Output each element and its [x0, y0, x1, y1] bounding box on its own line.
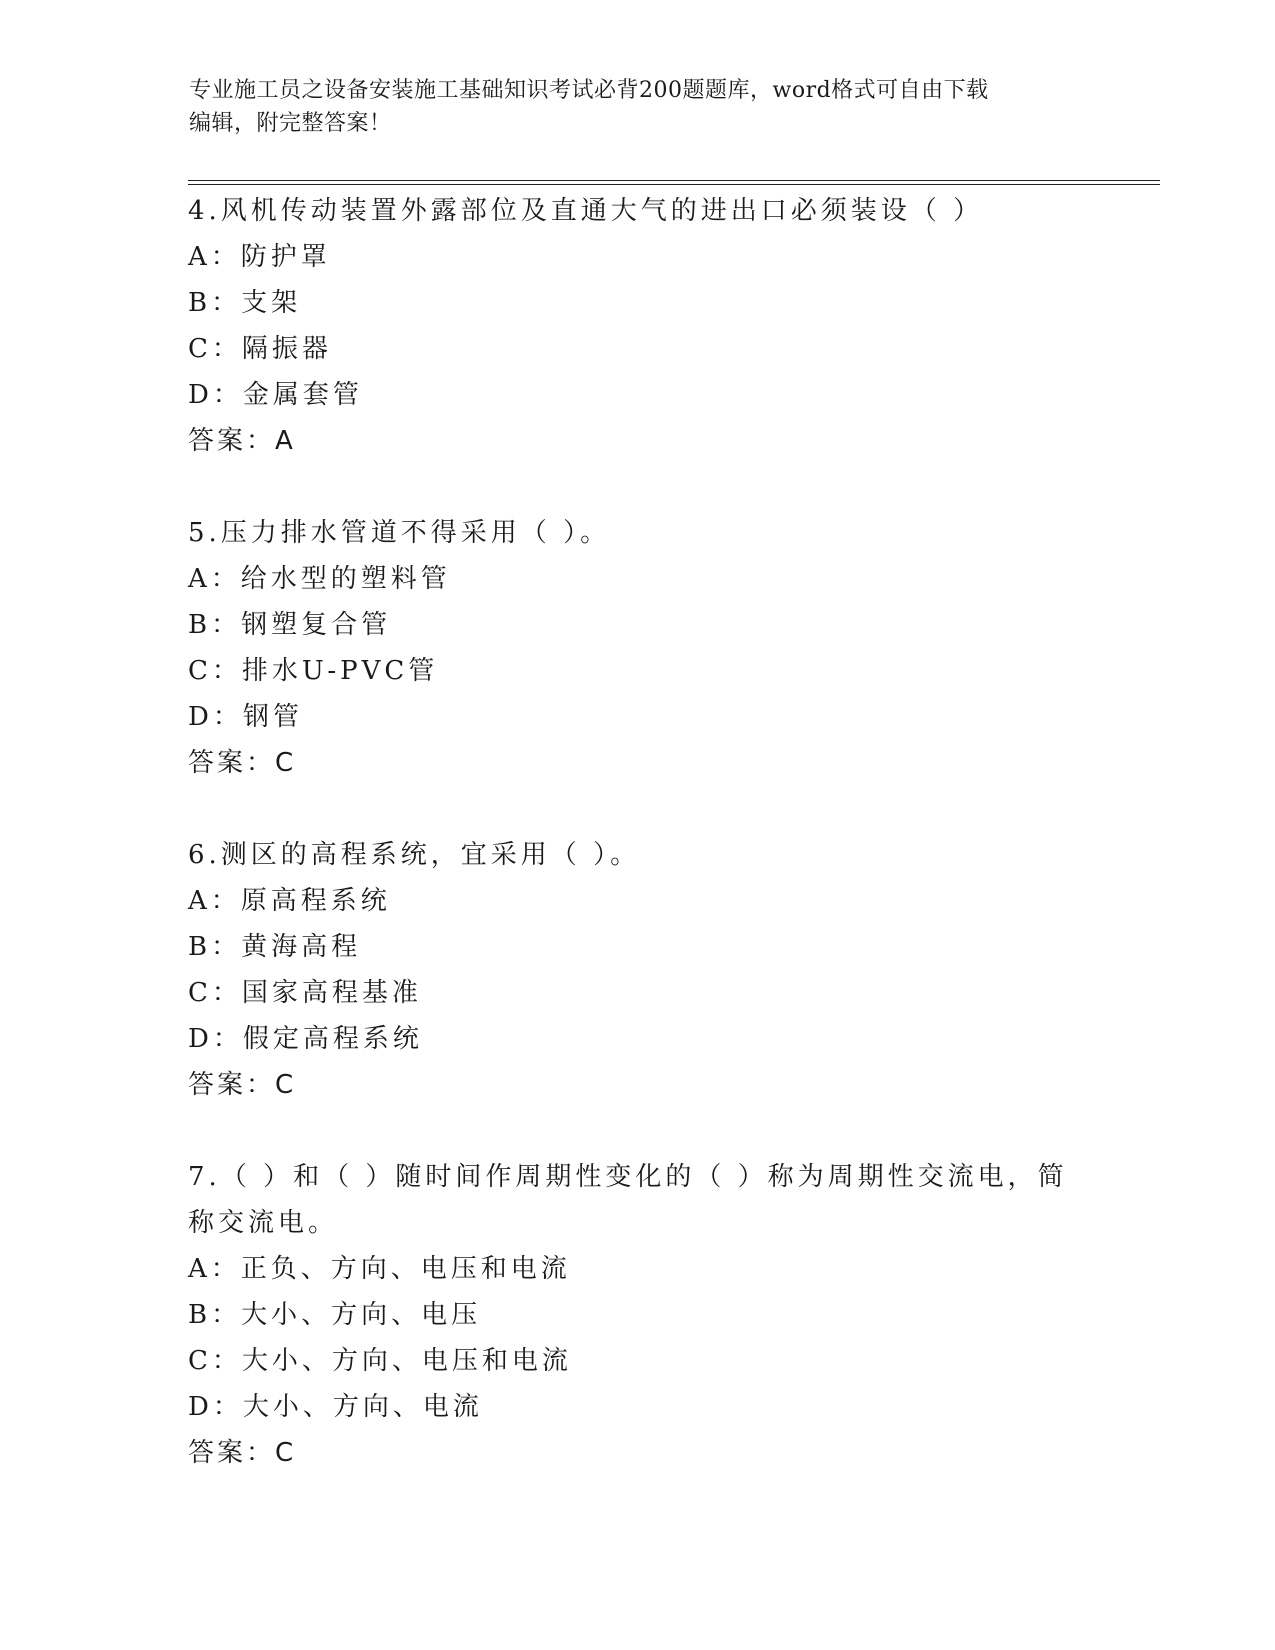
option-b: B：黄海高程 — [188, 932, 362, 962]
answer-line: 答案：C — [188, 1070, 297, 1100]
option-c: C：隔振器 — [188, 334, 332, 364]
option-a: A：防护罩 — [188, 242, 331, 272]
question-stem: 6.测区的高程系统，宜采用（ ）。 — [188, 840, 641, 870]
option-b: B：支架 — [188, 288, 302, 318]
question-5 — [188, 510, 1088, 786]
option-d: D：钢管 — [188, 702, 303, 732]
option-d: D：假定高程系统 — [188, 1024, 423, 1054]
question-6 — [188, 832, 1088, 1108]
option-c: C：大小、方向、电压和电流 — [188, 1346, 572, 1376]
option-c: C：排水U-PVC管 — [188, 656, 439, 686]
option-b: B：大小、方向、电压 — [188, 1300, 482, 1330]
question-list — [188, 188, 1088, 1522]
question-stem: 5.压力排水管道不得采用（ ）。 — [188, 518, 611, 548]
option-a: A：正负、方向、电压和电流 — [188, 1254, 571, 1284]
option-b: B：钢塑复合管 — [188, 610, 392, 640]
header-divider — [188, 180, 1160, 185]
header-line-2: 编辑，附完整答案！ — [189, 111, 392, 136]
answer-line: 答案：C — [188, 1438, 297, 1468]
question-7 — [188, 1154, 1088, 1476]
option-a: A：原高程系统 — [188, 886, 391, 916]
question-4 — [188, 188, 1088, 464]
option-a: A：给水型的塑料管 — [188, 564, 451, 594]
question-stem: 7.（ ）和（ ）随时间作周期性变化的（ ）称为周期性交流电，简称交流电。 — [188, 1162, 1068, 1238]
option-d: D：大小、方向、电流 — [188, 1392, 483, 1422]
header-line-1: 专业施工员之设备安装施工基础知识考试必背200题题库，word格式可自由下载 — [189, 78, 989, 103]
question-stem: 4.风机传动装置外露部位及直通大气的进出口必须装设（ ） — [188, 196, 984, 226]
answer-line: 答案：C — [188, 748, 297, 778]
answer-line: 答案：A — [188, 426, 296, 456]
document-header — [189, 74, 1069, 140]
option-c: C：国家高程基准 — [188, 978, 422, 1008]
option-d: D：金属套管 — [188, 380, 363, 410]
